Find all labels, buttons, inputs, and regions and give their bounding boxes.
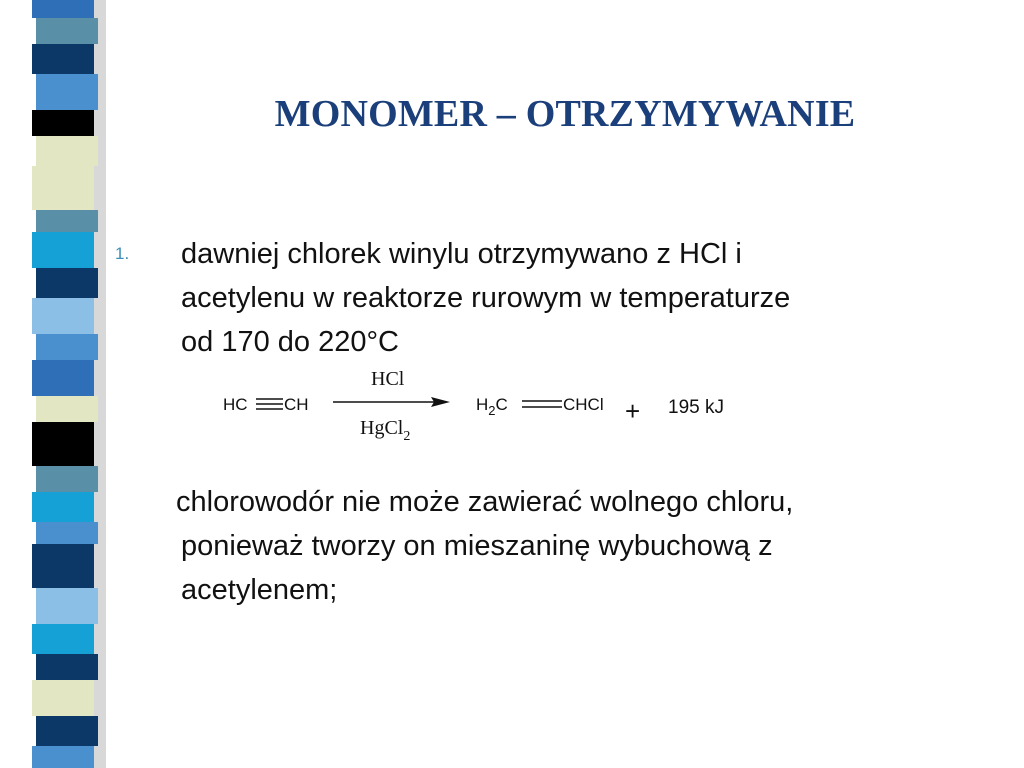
stripe-segment <box>36 466 98 492</box>
paragraph-chlorine-warning <box>176 480 793 612</box>
stripe-segment <box>32 110 94 136</box>
reactant-ch-label: CH <box>284 395 309 414</box>
stripe-segment <box>36 18 98 44</box>
stripe-segment <box>32 298 94 334</box>
plus-sign: + <box>625 396 641 426</box>
stripe-segment <box>32 680 94 716</box>
stripe-segment <box>36 74 98 110</box>
stripe-segment <box>32 544 94 588</box>
paragraph-line: acetylenu w reaktorze rurowym w temperaturze <box>181 282 791 314</box>
paragraph-line: acetylenem; <box>181 574 338 606</box>
paragraph-line: ponieważ tworzy on mieszaninę wybuchową z <box>181 530 773 562</box>
list-item-number: 1. <box>115 244 130 263</box>
stripe-segment <box>36 396 98 422</box>
paragraph-acetylene-method <box>181 232 790 364</box>
stripe-segment <box>32 44 94 74</box>
stripe-segment <box>32 422 94 466</box>
paragraph-line: od 170 do 220°C <box>181 326 399 358</box>
stripe-segment <box>32 0 94 18</box>
stripe-segment <box>36 268 98 298</box>
stripe-segment <box>32 232 94 268</box>
energy-label: 195 kJ <box>668 397 724 418</box>
stripe-segment <box>32 492 94 522</box>
product-h2c-label: $H_2C$ <box>476 395 508 418</box>
stripe-segment <box>36 210 98 232</box>
stripe-segment <box>36 654 98 680</box>
decorative-stripe-border <box>0 0 120 768</box>
catalyst-label: HgCl$_2$ <box>360 417 411 444</box>
stripe-segment <box>32 746 94 768</box>
stripe-segment <box>32 624 94 654</box>
stripe-segment <box>32 360 94 396</box>
reagent-hcl-label: HCl <box>371 368 405 390</box>
paragraph-line: dawniej chlorek winylu otrzymywano z HCl i <box>181 238 742 270</box>
paragraph-line: chlorowodór nie może zawierać wolnego chloru, <box>176 486 794 518</box>
reaction-arrow-icon <box>333 397 450 407</box>
stripe-segment <box>36 588 98 624</box>
stripe-segment <box>36 136 98 166</box>
stripe-segment <box>32 166 94 210</box>
stripe-segment <box>36 334 98 360</box>
product-chcl-label: CHCl <box>563 395 604 414</box>
double-bond-icon <box>522 401 562 407</box>
reactant-hc-label: HC <box>223 395 248 414</box>
triple-bond-icon <box>256 399 283 409</box>
stripe-segment <box>36 522 98 544</box>
stripe-segment <box>36 716 98 746</box>
slide-title: MONOMER – OTRZYMYWANIE <box>274 93 856 135</box>
